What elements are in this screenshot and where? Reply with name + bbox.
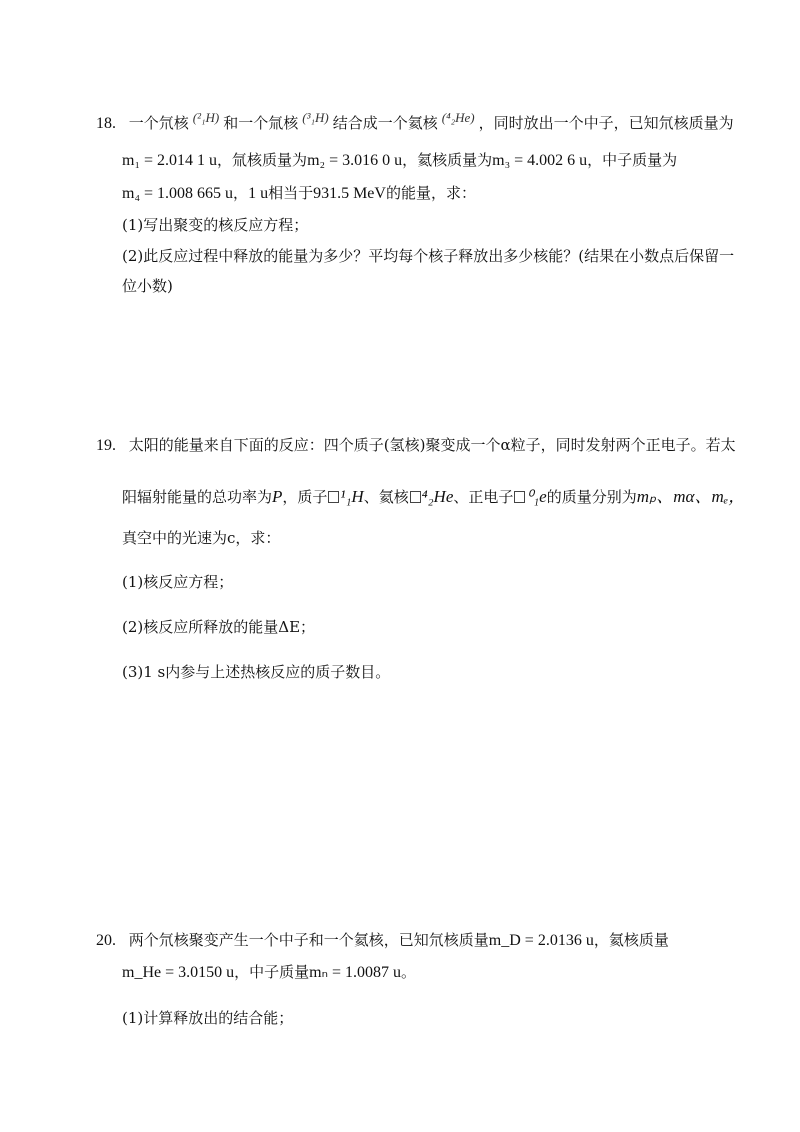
- text: 的能量，求：: [385, 184, 476, 202]
- text: 太阳的能量来自下面的反应：四个质子(氢核)聚变成一个α粒子，同时发射两个正电子。若太: [128, 436, 736, 454]
- placeholder-box: [410, 491, 421, 503]
- q19-line-1: [96, 435, 736, 456]
- q18-line-2: [122, 150, 677, 171]
- formula-deuteron: (²₁H): [192, 110, 220, 125]
- text: 的质量分别为: [546, 488, 637, 506]
- energy-value: 931.5 MeV: [313, 185, 386, 202]
- q19-line-3: 真空中的光速为c，求：: [122, 529, 281, 547]
- q19-line-2: [122, 487, 745, 507]
- q18-part-2-cont: 位小数): [122, 277, 173, 295]
- question-number: 19.: [96, 437, 116, 454]
- nuclide-positron: ⁰₁e: [526, 487, 547, 506]
- nuclide-helium: ⁴₂He: [421, 487, 454, 506]
- q18-line-1: [96, 108, 734, 134]
- q18-line-3: [122, 183, 476, 204]
- nuclide-proton: ¹₁H: [340, 487, 364, 506]
- mass-m3: m₃ = 4.002 6 u: [492, 152, 588, 169]
- symbol-P: P: [272, 487, 283, 506]
- text: ，氚核质量为: [217, 151, 308, 169]
- text: 和一个氚核: [223, 114, 299, 132]
- q19-part-1: (1)核反应方程；: [122, 573, 234, 591]
- mass-helium: m_He = 3.0150 u: [122, 964, 235, 981]
- q18-part-1: (1)写出聚变的核反应方程；: [122, 216, 309, 234]
- placeholder-box: [328, 491, 339, 503]
- text: ，中子质量: [234, 963, 310, 981]
- q18-part-2: (2)此反应过程中释放的能量为多少？平均每个核子释放出多少核能？(结果在小数点后保留一: [122, 247, 735, 265]
- formula-helium: (⁴₂He): [441, 110, 475, 125]
- text: 。: [400, 963, 416, 981]
- question-number: 18.: [96, 115, 116, 132]
- text: 相当于: [268, 184, 314, 202]
- mass-symbols: mₚ、mα、mₑ，: [636, 487, 746, 506]
- unit-u: 1 u: [248, 185, 269, 202]
- mass-m4: m₄ = 1.008 665 u: [122, 185, 234, 202]
- text: ，质子: [282, 488, 328, 506]
- text: 、氦核: [363, 488, 409, 506]
- text: 、正电子: [453, 488, 514, 506]
- q20-line-2: [122, 962, 416, 983]
- q20-part-1: (1)计算释放出的结合能；: [122, 1009, 294, 1027]
- question-number: 20.: [96, 932, 116, 949]
- text: 结合成一个氦核: [332, 114, 438, 132]
- text: ，氦核质量为: [402, 151, 493, 169]
- placeholder-box: [514, 491, 525, 503]
- text: ，同时放出一个中子，已知氘核质量为: [478, 114, 734, 132]
- mass-neutron: mₙ = 1.0087 u: [309, 964, 401, 981]
- q19-part-2: (2)核反应所释放的能量ΔE；: [122, 618, 316, 636]
- text: 两个氘核聚变产生一个中子和一个氦核，已知氘核质量: [128, 931, 489, 949]
- text: ，中子质量为: [587, 151, 678, 169]
- text: 阳辐射能量的总功率为: [122, 488, 273, 506]
- q19-part-3: (3)1 s内参与上述热核反应的质子数目。: [122, 663, 391, 681]
- text: 一个氘核: [128, 114, 189, 132]
- text: ，: [233, 184, 249, 202]
- text: ，氦核质量: [593, 931, 669, 949]
- mass-m2: m₂ = 3.016 0 u: [307, 152, 403, 169]
- mass-m1: m₁ = 2.014 1 u: [122, 152, 218, 169]
- q20-line-1: [96, 930, 669, 951]
- formula-triton: (³₁H): [302, 110, 329, 125]
- mass-deuteron: m_D = 2.0136 u: [488, 932, 594, 949]
